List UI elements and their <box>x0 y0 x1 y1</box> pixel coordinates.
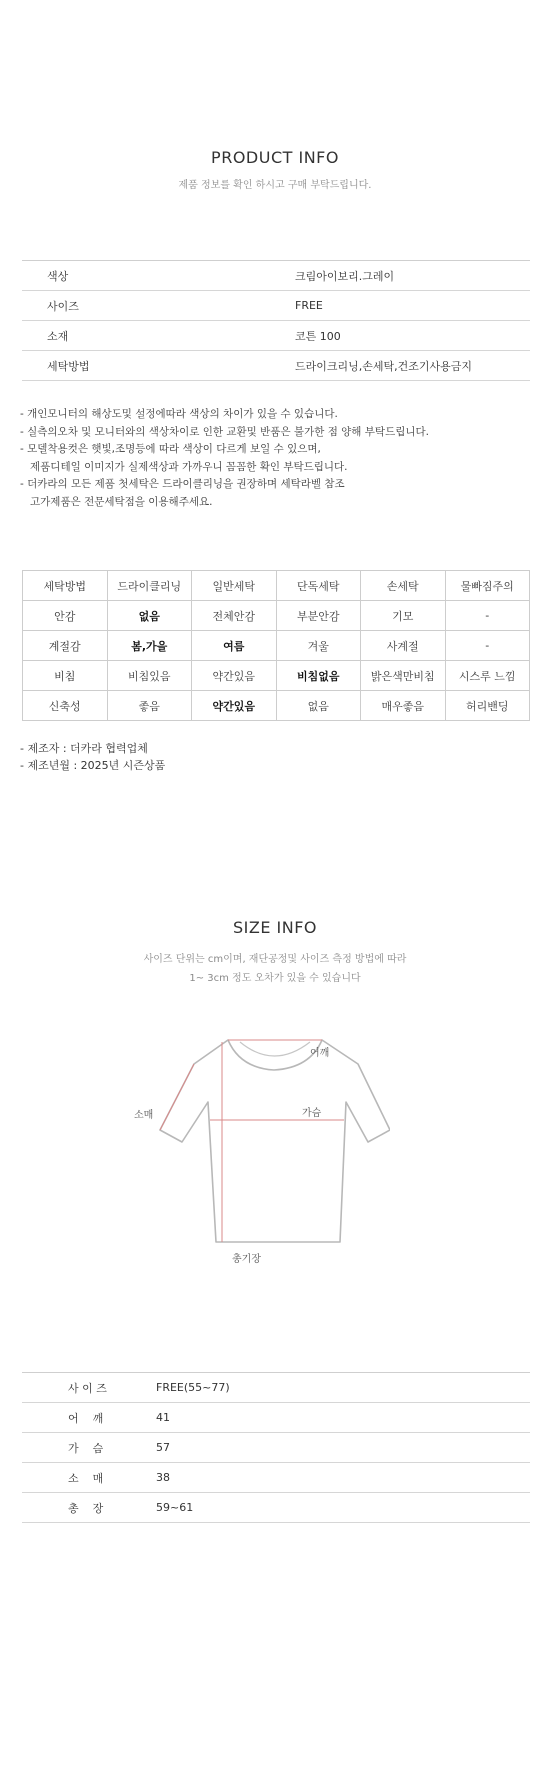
care-cell: - <box>445 631 530 661</box>
size-row <box>22 1463 530 1493</box>
care-cell: 안감 <box>23 601 108 631</box>
size-label: 가 슴 <box>68 1441 104 1455</box>
care-row <box>23 631 530 661</box>
size-row <box>22 1403 530 1433</box>
note-line: 제품디테일 이미지가 실제색상과 가까우니 꼼꼼한 확인 부탁드립니다. <box>20 460 348 473</box>
care-cell: 사계절 <box>361 631 446 661</box>
manufacture-date-text: - 제조년월 : 2025년 시즌상품 <box>20 759 166 772</box>
product-info-subtitle: 제품 정보를 확인 하시고 구매 부탁드립니다. <box>178 180 372 191</box>
size-info-title: SIZE INFO <box>232 918 317 937</box>
size-row <box>22 1493 530 1523</box>
info-row-color <box>22 261 530 291</box>
info-row-material <box>22 321 530 351</box>
care-cell: 시스루 느낌 <box>445 661 530 691</box>
care-cell: 전체안감 <box>192 601 277 631</box>
care-row <box>23 601 530 631</box>
size-value: FREE(55~77) <box>156 1381 230 1394</box>
info-row-washing <box>22 351 530 381</box>
care-cell: 겨울 <box>276 631 361 661</box>
info-label: 색상 <box>47 269 69 283</box>
size-value: 38 <box>156 1471 170 1484</box>
size-value: 41 <box>156 1411 170 1424</box>
care-cell: 신축성 <box>23 691 108 721</box>
size-row <box>22 1373 530 1403</box>
product-info-title: PRODUCT INFO <box>211 148 339 167</box>
product-notes <box>20 406 540 511</box>
info-label: 세탁방법 <box>47 359 90 373</box>
care-cell: 매우좋음 <box>361 691 446 721</box>
care-table <box>22 570 530 721</box>
info-label: 사이즈 <box>47 299 79 313</box>
size-label: 어 깨 <box>68 1411 104 1425</box>
note-line: - 실측의오차 및 모니터와의 색상차이로 인한 교환및 반품은 불가한 점 양해 부탁드립니다. <box>20 425 429 438</box>
care-cell: 비침 <box>23 661 108 691</box>
info-label: 소재 <box>47 329 69 343</box>
care-cell: - <box>445 601 530 631</box>
note-line: - 모델착용컷은 햇빛,조명등에 따라 색상이 다르게 보일 수 있으며, <box>20 443 321 455</box>
care-cell: 여름 <box>192 631 277 661</box>
shoulder-label: 어깨 <box>310 1048 330 1059</box>
size-label: 사 이 즈 <box>68 1381 107 1395</box>
size-label: 총 장 <box>68 1501 104 1515</box>
care-cell: 비침있음 <box>107 661 192 691</box>
care-cell: 계절감 <box>23 631 108 661</box>
maker-info <box>20 740 165 774</box>
note-line: - 더카라의 모든 제품 첫세탁은 드라이클리닝을 권장하며 세탁라벨 참조 <box>20 478 345 490</box>
care-cell: 손세탁 <box>361 571 446 601</box>
care-cell: 없음 <box>276 691 361 721</box>
info-row-size <box>22 291 530 321</box>
care-cell: 없음 <box>107 601 192 631</box>
care-row <box>23 571 530 601</box>
care-cell: 기모 <box>361 601 446 631</box>
note-line: - 개인모니터의 해상도및 설정에따라 색상의 차이가 있을 수 있습니다. <box>20 408 338 420</box>
care-cell: 드라이클리닝 <box>107 571 192 601</box>
care-cell: 부분안감 <box>276 601 361 631</box>
size-value: 57 <box>156 1441 170 1454</box>
info-value: 크림아이보리.그레이 <box>295 269 395 283</box>
care-cell: 일반세탁 <box>192 571 277 601</box>
care-row <box>23 691 530 721</box>
care-cell: 좋음 <box>107 691 192 721</box>
length-label: 총기장 <box>232 1254 261 1265</box>
care-cell: 세탁방법 <box>23 571 108 601</box>
care-cell: 약간있음 <box>192 661 277 691</box>
size-value: 59~61 <box>156 1501 194 1514</box>
care-cell: 허리밴딩 <box>445 691 530 721</box>
care-cell: 비침없음 <box>276 661 361 691</box>
tshirt-icon <box>150 1020 390 1260</box>
care-cell: 물빠짐주의 <box>445 571 530 601</box>
sleeve-label: 소매 <box>134 1110 154 1121</box>
info-value: 드라이크리닝,손세탁,건조기사용금지 <box>295 359 473 373</box>
info-value: 코튼 100 <box>295 329 341 343</box>
care-row <box>23 661 530 691</box>
care-cell: 단독세탁 <box>276 571 361 601</box>
care-cell: 약간있음 <box>192 691 277 721</box>
note-line: 고가제품은 전문세탁점을 이용해주세요. <box>20 495 213 508</box>
chest-label: 가슴 <box>302 1108 322 1119</box>
tshirt-measurement-figure <box>134 1020 390 1265</box>
size-info-subtitle-2: 1~ 3cm 정도 오차가 있을 수 있습니다 <box>189 973 361 984</box>
size-row <box>22 1433 530 1463</box>
care-cell: 밝은색만비침 <box>361 661 446 691</box>
care-cell: 봄,가을 <box>107 631 192 661</box>
info-value: FREE <box>295 299 323 312</box>
size-table <box>22 1372 530 1523</box>
size-info-subtitle-1: 사이즈 단위는 cm이며, 재단공정및 사이즈 측정 방법에 따라 <box>143 954 407 965</box>
product-info-table <box>22 260 530 381</box>
manufacturer-text: - 제조자 : 더카라 협력업체 <box>20 742 148 755</box>
size-label: 소 매 <box>68 1471 104 1485</box>
